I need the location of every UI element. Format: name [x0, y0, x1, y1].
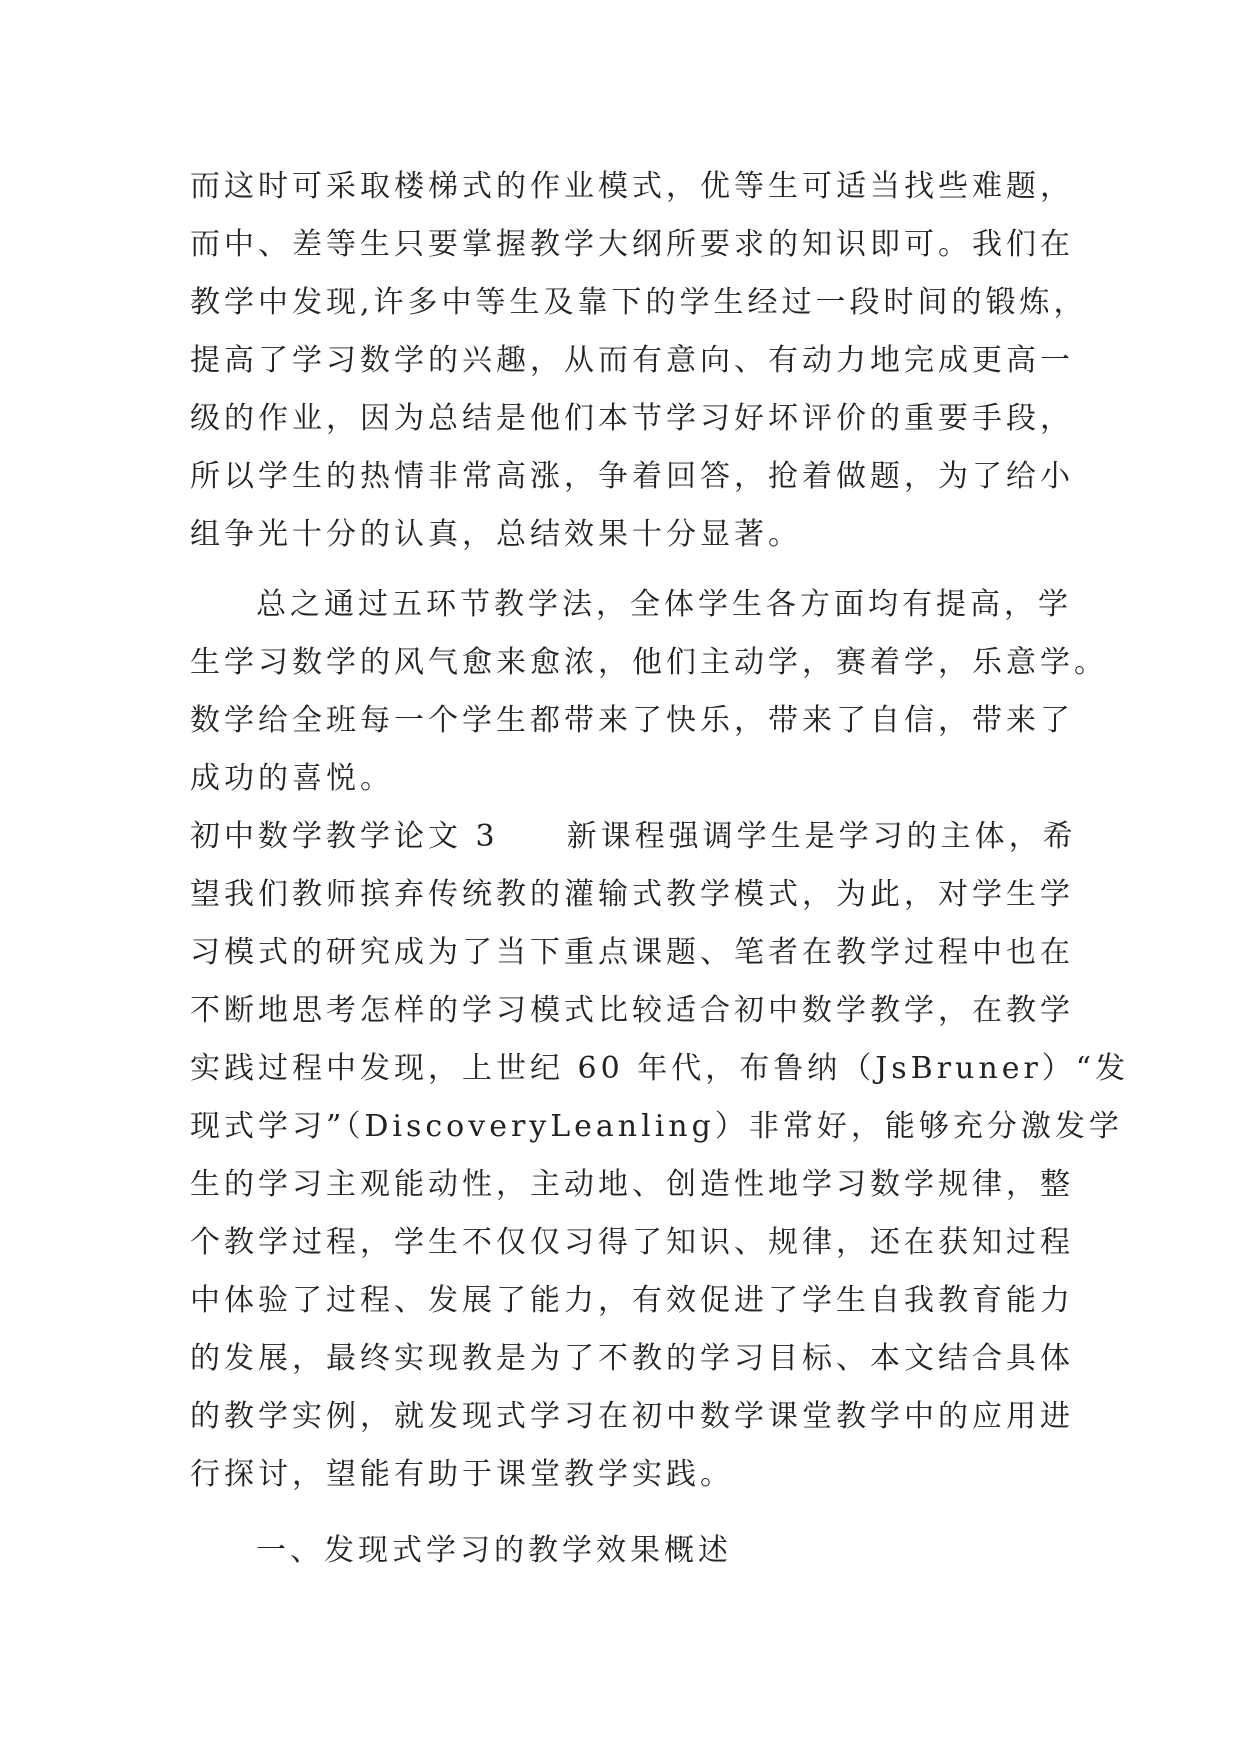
- paragraph-line: 教学中发现,许多中等生及靠下的学生经过一段时间的锻炼，: [190, 285, 1088, 320]
- paragraph-2: [190, 576, 1108, 808]
- paragraph-line: 而中、差等生只要掌握教学大纲所要求的知识即可。我们在: [190, 227, 1074, 262]
- paragraph-line: 中体验了过程、发展了能力，有效促进了学生自我教育能力: [190, 1283, 1074, 1318]
- paragraph-line: 个教学过程，学生不仅仅习得了知识、规律，还在获知过程: [190, 1225, 1074, 1260]
- paragraph-line: 所以学生的热情非常高涨，争着回答，抢着做题，为了给小: [190, 459, 1074, 494]
- paragraph-line: 数学给全班每一个学生都带来了快乐，带来了自信，带来了: [190, 703, 1074, 738]
- paragraph-line: 提高了学习数学的兴趣，从而有意向、有动力地完成更高一: [190, 343, 1074, 378]
- paragraph-line: 总之通过五环节教学法，全体学生各方面均有提高，学: [256, 587, 1072, 622]
- paragraph-line: 不断地思考怎样的学习模式比较适合初中数学教学，在教学: [190, 993, 1074, 1028]
- paragraph-line: 的发展，最终实现教是为了不教的学习目标、本文结合具体: [190, 1341, 1074, 1376]
- paragraph-4: [190, 1522, 1090, 1580]
- paragraph-line: 习模式的研究成为了当下重点课题、笔者在教学过程中也在: [190, 935, 1074, 970]
- paragraph-line: 而这时可采取楼梯式的作业模式，优等生可适当找些难题，: [190, 169, 1074, 204]
- paragraph-1: [190, 158, 1090, 564]
- paragraph-line: 组争光十分的认真，总结效果十分显著。: [190, 517, 802, 552]
- section-subheading: 一、发现式学习的教学效果概述: [256, 1533, 732, 1568]
- paragraph-line: 行探讨，望能有助于课堂教学实践。: [190, 1457, 734, 1492]
- paragraph-line: 成功的喜悦。: [190, 761, 394, 796]
- paragraph-3: [190, 808, 1130, 1504]
- paragraph-line: 级的作业，因为总结是他们本节学习好坏评价的重要手段，: [190, 401, 1074, 436]
- document-body: [190, 158, 1130, 1580]
- section-heading-line: 初中数学教学论文 3 新课程强调学生是学习的主体，希: [190, 819, 1077, 854]
- paragraph-line: 现式学习”（DiscoveryLeanling）非常好，能够充分激发学: [190, 1109, 1123, 1144]
- paragraph-line: 生的学习主观能动性，主动地、创造性地学习数学规律，整: [190, 1167, 1074, 1202]
- paragraph-line: 实践过程中发现，上世纪 60 年代，布鲁纳（JsBruner）“发: [190, 1051, 1130, 1086]
- paragraph-line: 望我们教师摈弃传统教的灌输式教学模式，为此，对学生学: [190, 877, 1074, 912]
- paragraph-line: 生学习数学的风气愈来愈浓，他们主动学，赛着学，乐意学。: [190, 645, 1108, 680]
- paragraph-line: 的教学实例，就发现式学习在初中数学课堂教学中的应用进: [190, 1399, 1074, 1434]
